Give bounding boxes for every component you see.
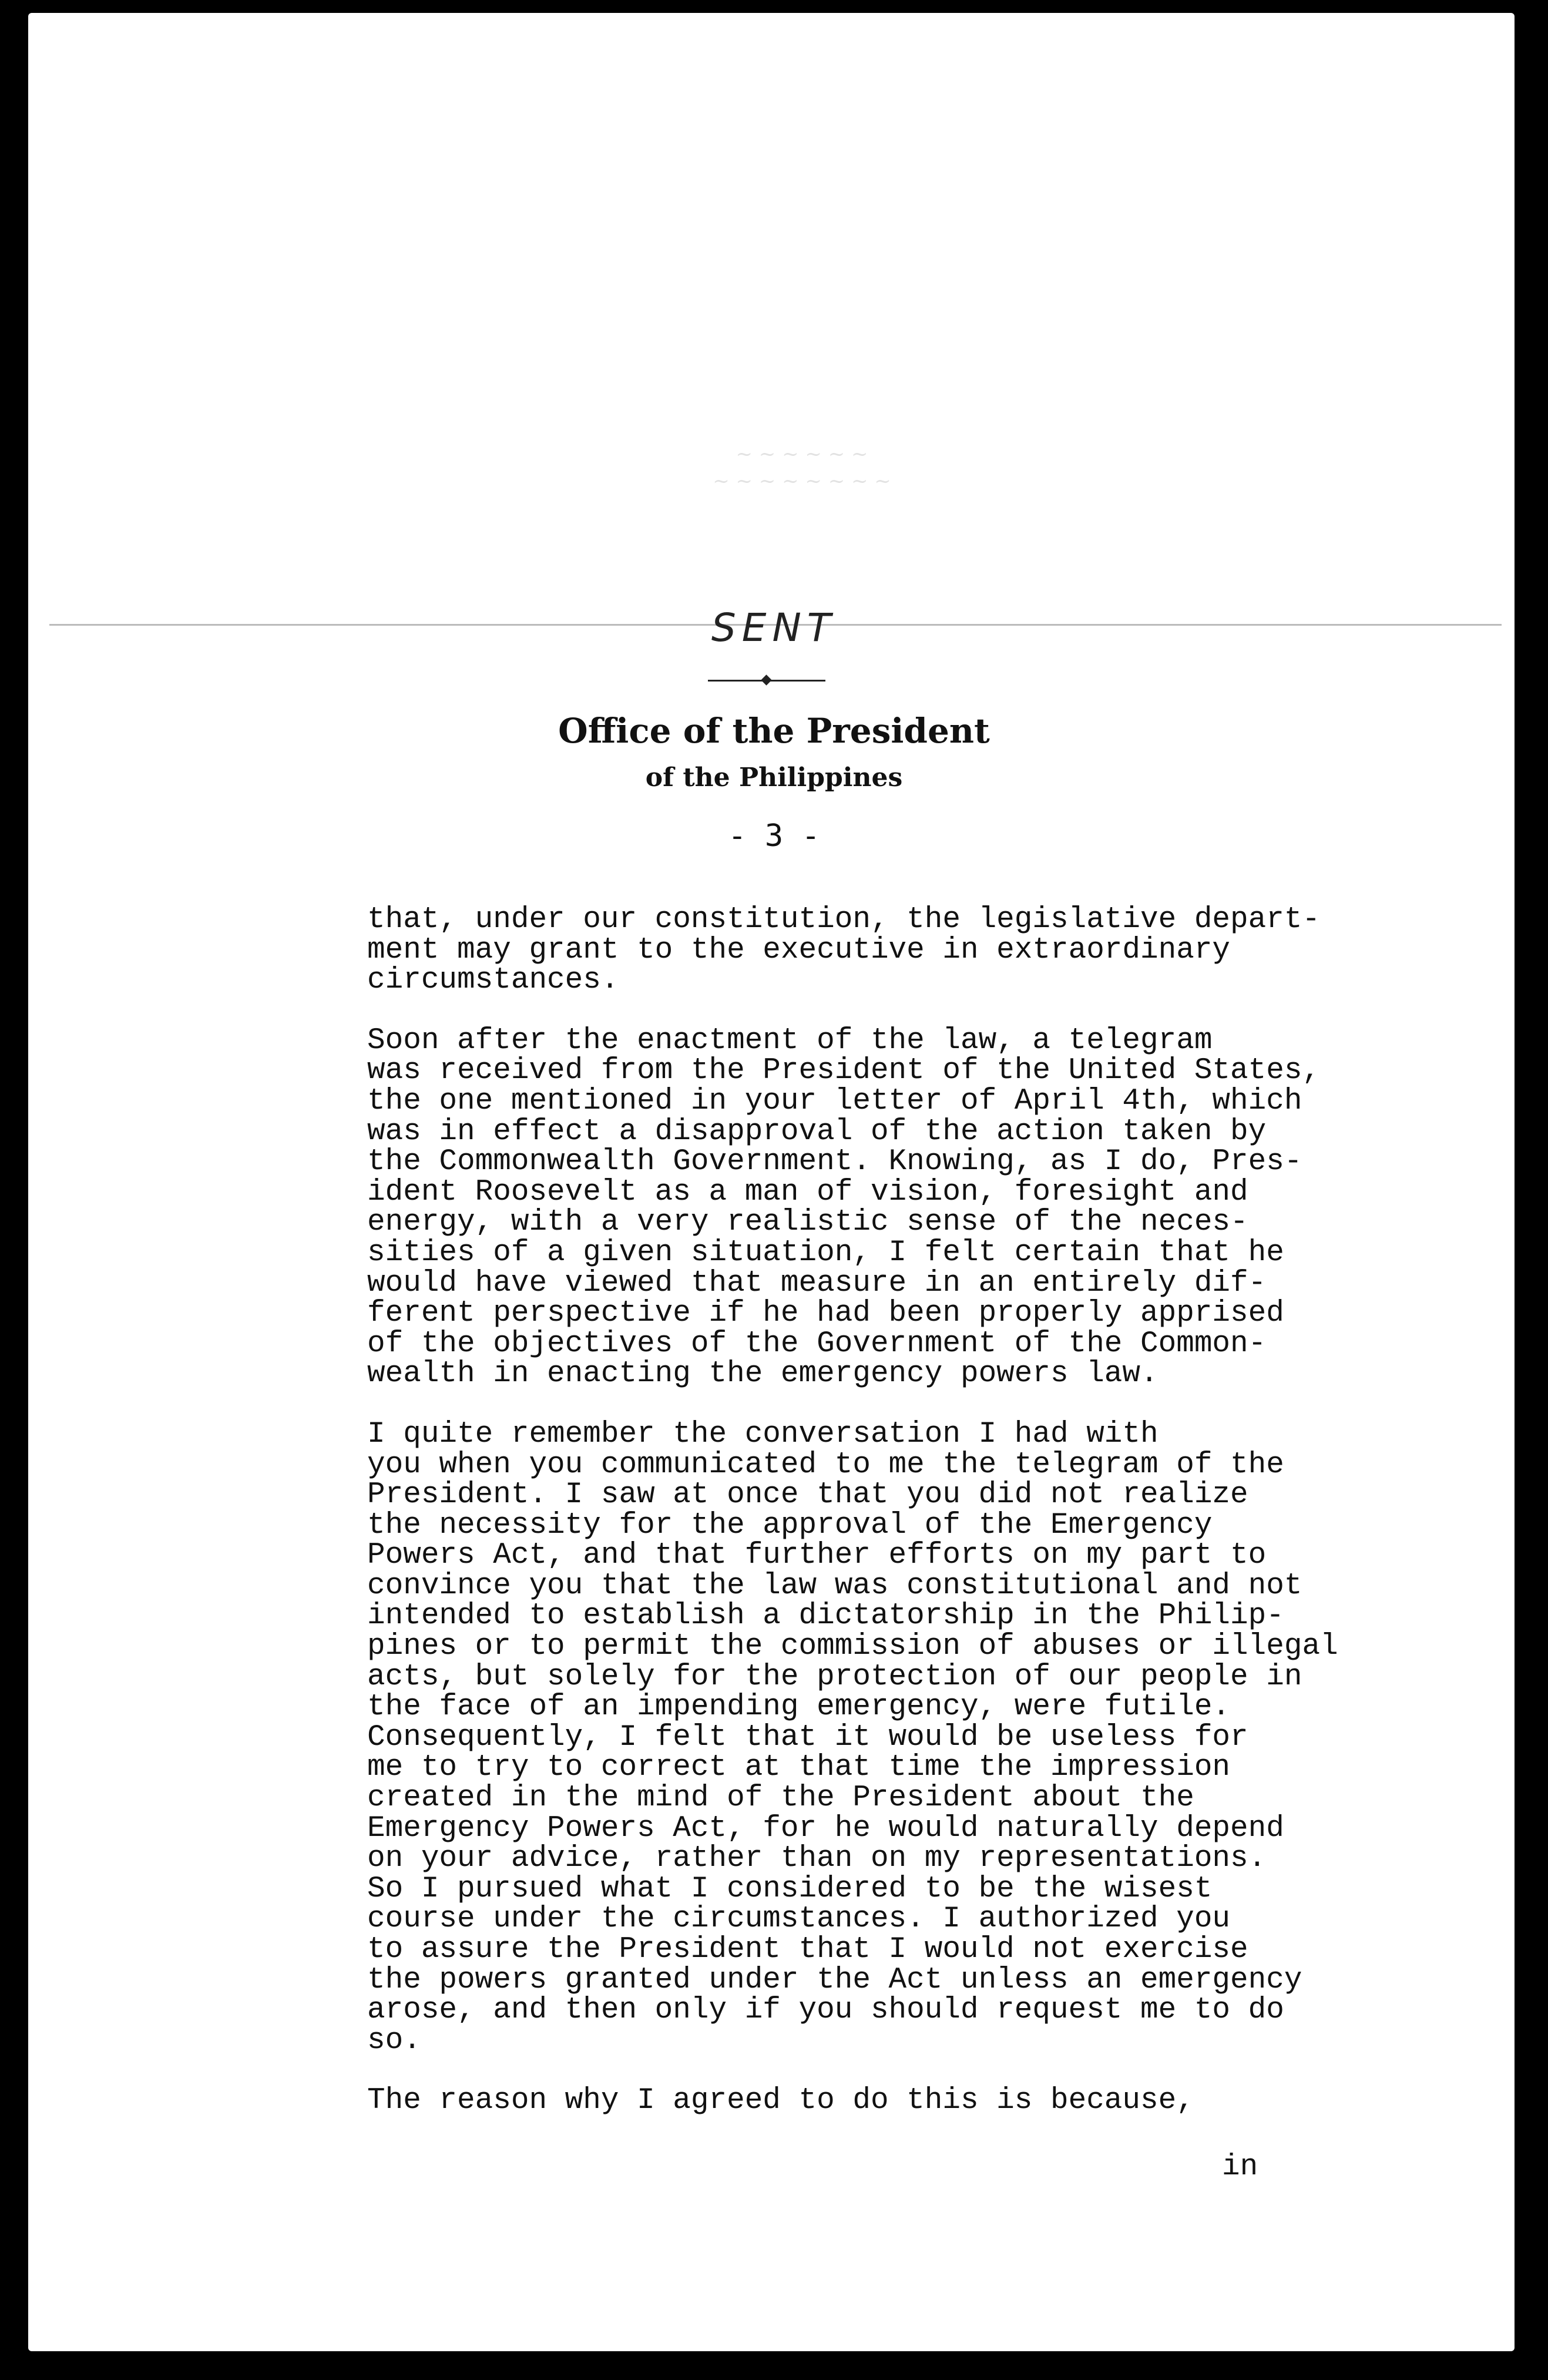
continuation-word: in [1222,2150,1258,2184]
letterhead-philippines: of the Philippines [645,763,903,793]
paragraph: that, under our constitution, the legislative depart- ment may grant to the executive in extraordinary circumstances. [367,903,1321,998]
sent-stamp: SENT [711,605,837,650]
paragraph: The reason why I agreed to do this is because, [367,2084,1194,2118]
paragraph: I quite remember the conversation I had with you when you communicated to me the telegram of the President. I saw at once that you did not realize the necessity for the approval of the Emergency Powers Act, and that further efforts on my part to convince you that the law was constitutional and not intended to establish a dictatorship in the Philip- pines or to permit the commission of abuses or illegal acts, but solely for the protection of our people in the face of an impending emergency, were futile. Consequently, I felt that it would be useless for me to try to correct at that time the impression created in the mind of the President about the Emergency Powers Act, for he would naturally depend on your advice, rather than on my representations. So I pursued what I considered to be the wisest course under the circumstances. I authorized you to assure the President that I would not exercise the powers granted under the Act unless an emergency arose, and then only if you should request me to do so. [367,1417,1338,2057]
bleed-through-text: ~ ~ ~ ~ ~ ~ ~ ~ ~ ~ ~ ~ ~ ~ [713,442,891,493]
page-number: - 3 - [728,818,820,854]
letterhead-office: Office of the President [558,711,990,751]
paragraph: Soon after the enactment of the law, a telegram was received from the President of the United States, the one mentioned in your letter of April 4th, which was in effect a disapproval of the action taken by the Commonwealth Government. Knowing, as I do, Pres- ident Roosevelt as a man of vision, foresight and energy, with a very realistic sense of the neces- sities of a given situation, I felt certain that he would have viewed that measure in an entirely dif- ferent perspective if he had been properly apprised of the objectives of the Government of the Common- wealth in enacting the emergency powers law. [367,1023,1321,1391]
letter-body [367,905,1401,2146]
